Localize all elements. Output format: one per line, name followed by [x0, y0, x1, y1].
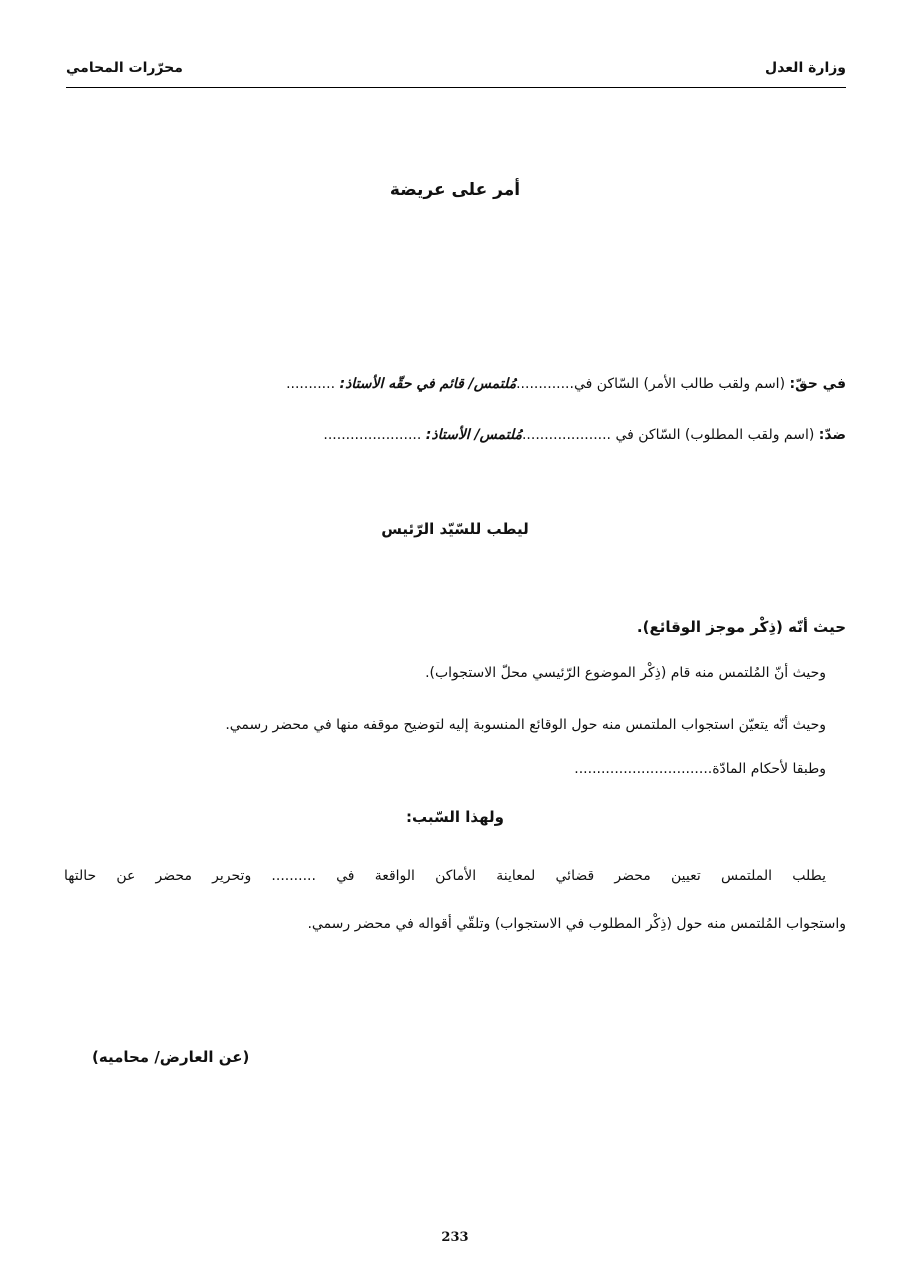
request-line-1: يطلب الملتمس تعيين محضر قضائي لمعاينة الأماكن الواقعة في .......... وتحرير محضر عن حالتها: [64, 868, 826, 884]
facts-heading: حيث أنّه (ذِكْر موجز الوقائع).: [636, 618, 846, 636]
fact-item-3: وطبقا لأحكام المادّة...............................: [574, 761, 826, 777]
page-number: 233: [441, 1230, 469, 1245]
header-ministry: وزارة العدل: [765, 60, 846, 76]
party-first-label: في حقّ:: [789, 376, 846, 392]
header-section: محرّرات المحامي: [66, 60, 183, 76]
party-second: [56, 427, 846, 443]
reason-heading: ولهذا السّبب:: [406, 808, 504, 826]
party-first-dots: ...........: [286, 376, 340, 392]
fact-item-1: وحيث أنّ المُلتمس منه قام (ذِكْر الموضوع الرّئيسي محلّ الاستجواب).: [425, 665, 826, 681]
section-title: ليطب للسّيّد الرّئيس: [381, 520, 529, 538]
header-divider: [66, 87, 846, 88]
party-first-bold: مُلتمس/ قائم في حقّه الأستاذ:: [339, 376, 517, 392]
request-paragraph: [64, 852, 846, 948]
party-first: [56, 376, 846, 392]
party-first-text: (اسم ولقب طالب الأمر) السّاكن في.............: [516, 376, 790, 392]
fact-item-2: وحيث أنّه يتعيّن استجواب الملتمس منه حول الوقائع المنسوبة إليه لتوضيح موقفه منها في محضر رسمي.: [225, 717, 826, 733]
party-second-dots: ......................: [323, 427, 426, 443]
page-header: [66, 60, 846, 76]
party-second-label: ضدّ:: [818, 427, 846, 443]
party-second-bold: مُلتمس/ الأستاذ:: [425, 427, 522, 443]
request-line-2: واستجواب المُلتمس منه حول (ذِكْر المطلوب في الاستجواب) وتلقّي أقواله في محضر رسمي.: [307, 916, 846, 932]
party-second-text: (اسم ولقب المطلوب) السّاكن في ....................: [521, 427, 819, 443]
document-title: أمر على عريضة: [389, 180, 521, 200]
signature: (عن العارض/ محاميه): [92, 1048, 250, 1066]
